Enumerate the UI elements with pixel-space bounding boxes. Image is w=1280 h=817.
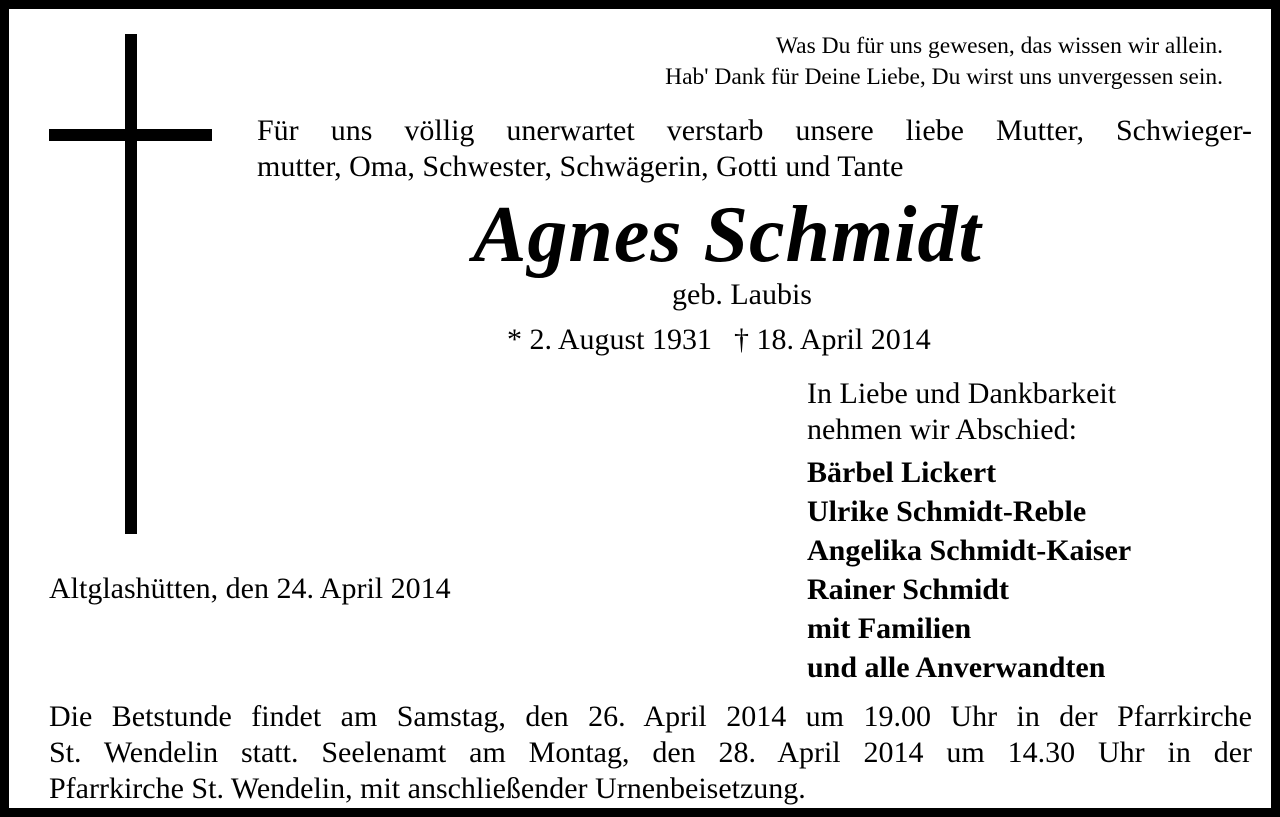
farewell-text: [807, 376, 1116, 448]
intro-text: [257, 113, 1252, 185]
mourner-name: Angelika Schmidt-Kaiser: [807, 534, 1132, 567]
place-and-date: Altglashütten, den 24. April 2014: [49, 572, 451, 605]
service-line-1: Die Betstunde findet am Samstag, den 26. April 2014 um 19.00 Uhr in der Pfarrkirche: [49, 700, 1252, 733]
service-information: [49, 699, 1252, 807]
farewell-line-2: nehmen wir Abschied:: [807, 413, 1077, 446]
birth-date: * 2. August 1931: [507, 323, 713, 356]
mourner-name: Bärbel Lickert: [807, 456, 997, 489]
service-line-3: Pfarrkirche St. Wendelin, mit anschließender Urnenbeisetzung.: [49, 772, 806, 805]
cross-vertical-bar: [125, 34, 137, 534]
death-date: † 18. April 2014: [734, 323, 931, 356]
intro-line-2: mutter, Oma, Schwester, Schwägerin, Gotti und Tante: [257, 150, 904, 183]
cross-horizontal-bar: [49, 129, 212, 141]
motto-line-1: Was Du für uns gewesen, das wissen wir allein.: [775, 33, 1223, 59]
mourners-list: [807, 453, 1131, 687]
mourner-relatives: und alle Anverwandten: [807, 651, 1106, 684]
service-line-2: St. Wendelin statt. Seelenamt am Montag, den 28. April 2014 um 14.30 Uhr in der: [49, 736, 1252, 769]
mourner-name: Ulrike Schmidt-Reble: [807, 495, 1087, 528]
motto-verse: [665, 31, 1223, 93]
mourner-name: Rainer Schmidt: [807, 573, 1009, 606]
maiden-name: geb. Laubis: [672, 278, 812, 311]
intro-line-1: Für uns völlig unerwartet verstarb unsere liebe Mutter, Schwieger-: [257, 114, 1252, 147]
motto-line-2: Hab' Dank für Deine Liebe, Du wirst uns unvergessen sein.: [665, 64, 1223, 90]
life-dates: [507, 322, 931, 358]
mourner-families: mit Familien: [807, 612, 972, 645]
deceased-name: Agnes Schmidt: [473, 191, 982, 279]
farewell-line-1: In Liebe und Dankbarkeit: [807, 377, 1117, 410]
